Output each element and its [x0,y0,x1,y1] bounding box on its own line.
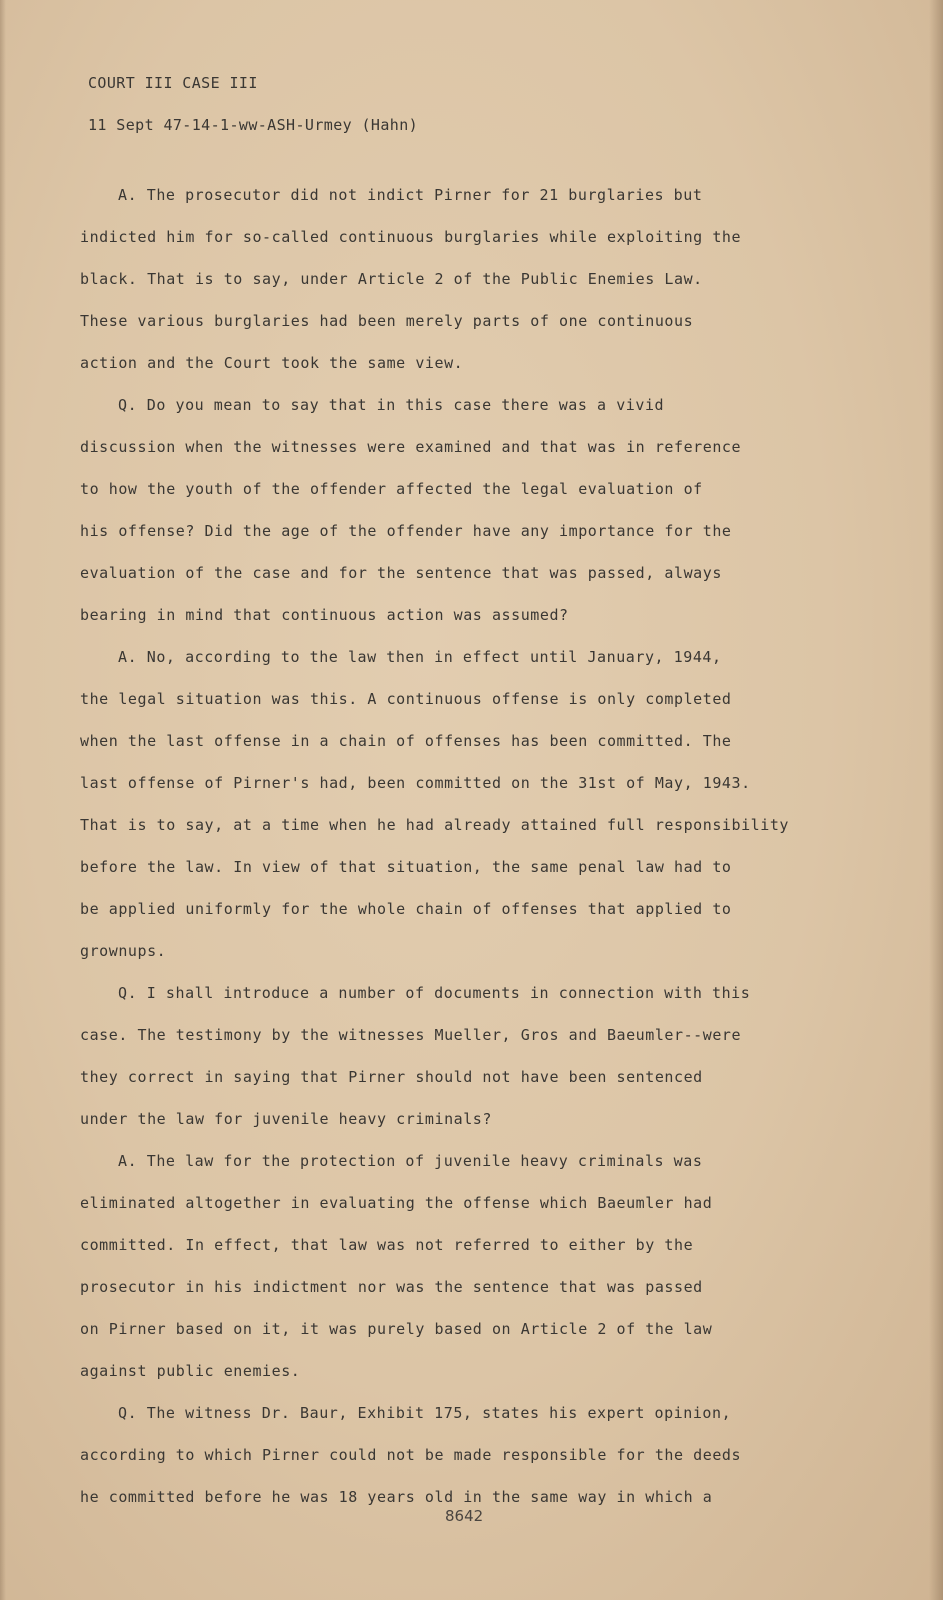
text-line: discussion when the witnesses were examined and that was in reference [80,438,742,456]
text-line: black. That is to say, under Article 2 of the Public Enemies Law. [80,270,703,288]
text-line: A. The law for the protection of juvenile heavy criminals was [118,1152,703,1170]
text-line: Q. The witness Dr. Baur, Exhibit 175, states his expert opinion, [118,1404,732,1422]
text-line: they correct in saying that Pirner should not have been sentenced [80,1068,703,1086]
page-right-edge [929,0,943,1600]
text-line: on Pirner based on it, it was purely based on Article 2 of the law [80,1320,713,1338]
page-number: 8642 [445,1507,484,1525]
text-line: case. The testimony by the witnesses Mueller, Gros and Baeumler--were [80,1026,742,1044]
text-line: Q. Do you mean to say that in this case there was a vivid [118,396,665,414]
text-line: committed. In effect, that law was not referred to either by the [80,1236,694,1254]
text-line: last offense of Pirner's had, been committed on the 31st of May, 1943. [80,774,751,792]
text-line: Q. I shall introduce a number of documents in connection with this [118,984,751,1002]
court-case-header: COURT III CASE III [88,74,258,92]
text-line: under the law for juvenile heavy criminals? [80,1110,492,1128]
text-line: be applied uniformly for the whole chain of offenses that applied to [80,900,732,918]
text-line: he committed before he was 18 years old in the same way in which a [80,1488,713,1506]
text-line: These various burglaries had been merely parts of one continuous [80,312,694,330]
text-line: action and the Court took the same view. [80,354,464,372]
text-line: grownups. [80,942,167,960]
page-left-edge [0,0,6,1600]
text-line: the legal situation was this. A continuous offense is only completed [80,690,732,708]
text-line: his offense? Did the age of the offender have any importance for the [80,522,732,540]
text-line: against public enemies. [80,1362,301,1380]
text-line: to how the youth of the offender affected the legal evaluation of [80,480,703,498]
text-line: indicted him for so-called continuous burglaries while exploiting the [80,228,742,246]
text-line: when the last offense in a chain of offenses has been committed. The [80,732,732,750]
text-line: according to which Pirner could not be made responsible for the deeds [80,1446,742,1464]
text-line: A. No, according to the law then in effect until January, 1944, [118,648,722,666]
text-line: prosecutor in his indictment nor was the sentence that was passed [80,1278,703,1296]
text-line: A. The prosecutor did not indict Pirner for 21 burglaries but [118,186,703,204]
text-line: bearing in mind that continuous action was assumed? [80,606,569,624]
text-line: before the law. In view of that situation, the same penal law had to [80,858,732,876]
session-line: 11 Sept 47-14-1-ww-ASH-Urmey (Hahn) [88,116,419,134]
text-line: That is to say, at a time when he had already attained full responsibility [80,816,789,834]
text-line: evaluation of the case and for the sentence that was passed, always [80,564,722,582]
text-line: eliminated altogether in evaluating the offense which Baeumler had [80,1194,713,1212]
